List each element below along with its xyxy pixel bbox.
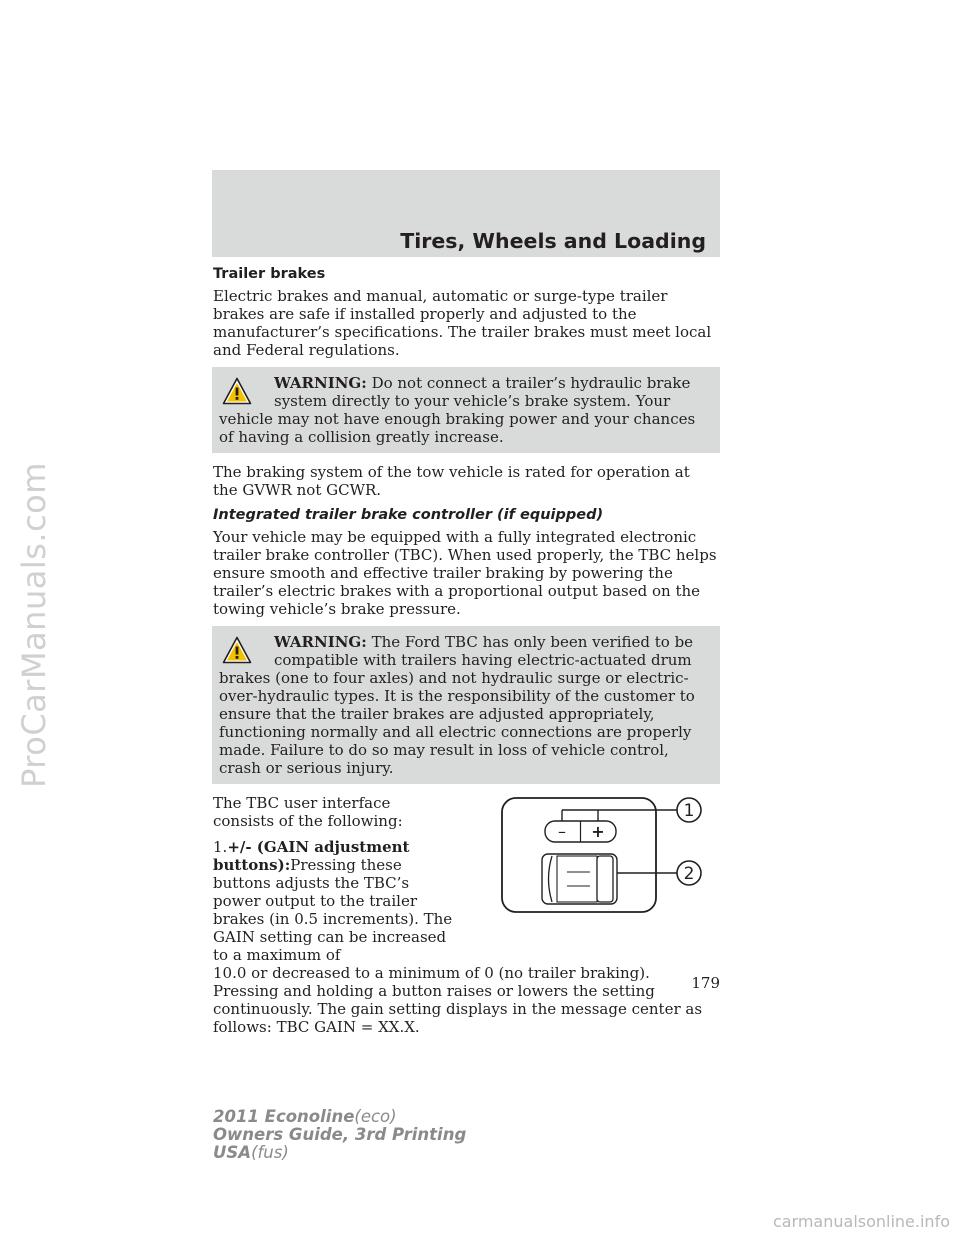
tbc-intro: Your vehicle may be equipped with a fully integrated electronic trailer brake controller (TBC). When used properly, the TBC helps ensure smooth and effective trailer braking by powering the trailer’s electric brakes with a proportional output based on the towing vehicle’s brake pressure. xyxy=(213,528,717,618)
footer-model: 2011 Econoline xyxy=(213,1107,355,1126)
tbc-interface-intro: The TBC user interface consists of the following: xyxy=(213,794,403,830)
footer-market-code: (fus) xyxy=(251,1143,289,1162)
callout-1-label: 1 xyxy=(683,801,695,821)
callout-2-label: 2 xyxy=(683,864,695,884)
tbc-item-1 xyxy=(213,838,453,964)
section-title: Tires, Wheels and Loading xyxy=(400,229,706,253)
warning-label: WARNING: xyxy=(274,633,367,651)
item-text: Pressing these buttons adjusts the TBC’s power output to the trailer brakes (in 0.5 increments). The GAIN setting can be increased to a maximum of xyxy=(213,856,453,964)
tbc-controller-figure xyxy=(500,796,725,914)
warning-box-hydraulic xyxy=(212,367,720,453)
section-header xyxy=(212,170,720,257)
trailer-brakes-intro: Electric brakes and manual, automatic or surge-type trailer brakes are safe if installed properly and adjusted to the manufacturer’s specifications. The trailer brakes must meet local and Federal regulations. xyxy=(213,287,712,359)
item-label: +/- (GAIN adjustment buttons): xyxy=(213,838,410,874)
tbc-interface-section xyxy=(213,794,719,964)
warning-text: The Ford TBC has only been verified to be compatible with trailers having electric-actuated drum brakes (one to four axles) and not hydraulic surge or electric-over-hydraulic types. It is the responsibility of the customer to ensure that the trailer brakes are adjusted appropriately, functioning normally and all electric connections are properly made. Failure to do so may result in loss of vehicle control, crash or serious injury. xyxy=(219,633,695,777)
minus-button-label: – xyxy=(558,822,566,841)
braking-rating-note: The braking system of the tow vehicle is rated for operation at the GVWR not GCWR. xyxy=(213,463,690,499)
warning-text: Do not connect a trailer’s hydraulic brake system directly to your vehicle’s brake system. Your vehicle may not have enough braking power and your chances of having a collision greatly increase. xyxy=(219,374,696,446)
tbc-item-1-continued: 10.0 or decreased to a minimum of 0 (no trailer braking). Pressing and holding a button raises or lowers the setting continuously. The gain setting displays in the message center as follows: TBC GAIN = XX.X. xyxy=(213,964,703,1036)
footer-guide: Owners Guide, 3rd Printing xyxy=(213,1125,467,1144)
tbc-heading: Integrated trailer brake controller (if equipped) xyxy=(213,507,604,523)
page-number: 179 xyxy=(691,974,720,992)
warning-label: WARNING: xyxy=(274,374,367,392)
side-watermark-text: ProCarManuals.com xyxy=(15,462,53,788)
warning-triangle-icon xyxy=(222,377,252,405)
footer-model-code: (eco) xyxy=(354,1107,397,1126)
trailer-brakes-heading: Trailer brakes xyxy=(213,266,326,282)
page-content xyxy=(213,266,719,1044)
document-footer xyxy=(213,1108,466,1162)
footer-market: USA xyxy=(213,1143,252,1162)
item-number: 1. xyxy=(213,838,228,856)
side-watermark xyxy=(14,365,54,885)
plus-button-label: + xyxy=(591,822,605,841)
warning-box-tbc xyxy=(212,626,720,784)
warning-triangle-icon xyxy=(222,636,252,664)
bottom-watermark: carmanualsonline.info xyxy=(772,1212,950,1231)
